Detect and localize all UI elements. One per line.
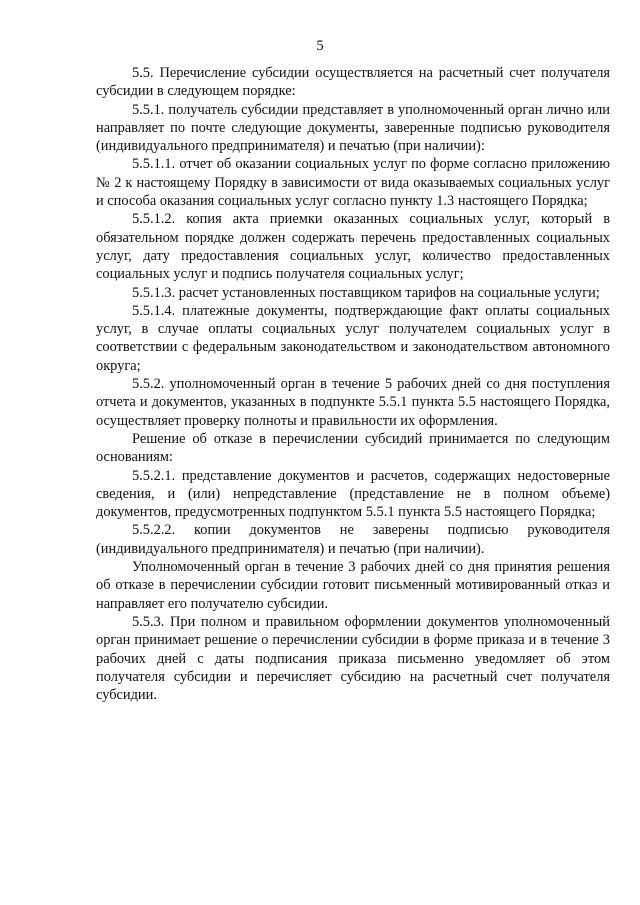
paragraph-5-5-1: 5.5.1. получатель субсидии представляет в уполномоченный орган лично или направляет по почте следующие документы, заверенные подписью руководителя (индивидуального предпринимателя) и печатью (при наличии): bbox=[96, 101, 610, 155]
paragraph-refusal-notice: Уполномоченный орган в течение 3 рабочих дней со дня принятия решения об отказе в перечислении субсидии готовит письменный мотивированный отказ и направляет его получателю субсидии. bbox=[96, 559, 610, 612]
paragraph-5-5: 5.5. Перечисление субсидии осуществляется на расчетный счет получателя субсидии в следующем порядке: bbox=[96, 65, 610, 100]
document-body bbox=[96, 64, 610, 704]
paragraph-5-5-1-3: 5.5.1.3. расчет установленных поставщиком тарифов на социальные услуги; bbox=[132, 284, 600, 301]
paragraph-5-5-2: 5.5.2. уполномоченный орган в течение 5 рабочих дней со дня поступления отчета и документов, указанных в подпункте 5.5.1 пункта 5.5 настоящего Порядка, осуществляет проверку полноты и правильности их оформления. bbox=[96, 376, 610, 429]
paragraph-refusal-grounds: Решение об отказе в перечислении субсидий принимается по следующим основаниям: bbox=[96, 430, 610, 466]
paragraph-5-5-2-1: 5.5.2.1. представление документов и расчетов, содержащих недостоверные сведения, и (или) непредставление (представление не в полном объеме) документов, предусмотренных подпунктом 5.5.1 пункта 5.5 настоящего Порядка; bbox=[96, 467, 610, 521]
paragraph-5-5-1-1: 5.5.1.1. отчет об оказании социальных услуг по форме согласно приложению № 2 к настоящему Порядку в зависимости от вида оказываемых социальных услуг и способа оказания социальных услуг согласно пункту 1.3 настоящего Порядка; bbox=[96, 156, 610, 210]
paragraph-5-5-2-2: 5.5.2.2. копии документов не заверены подписью руководителя (индивидуального предпринимателя) и печатью (при наличии). bbox=[96, 522, 610, 557]
paragraph-5-5-1-4: 5.5.1.4. платежные документы, подтверждающие факт оплаты социальных услуг, в случае оплаты социальных услуг получателем социальных услуг в соответствии с федеральным законодательством и законодательством автономного округа; bbox=[96, 302, 610, 374]
paragraph-5-5-3: 5.5.3. При полном и правильном оформлении документов уполномоченный орган принимает решение о перечислении субсидии в форме приказа и в течение 3 рабочих дней с даты подписания приказа письменно уведомляет об этом получателя субсидии и перечисляет субсидию на расчетный счет получателя субсидии. bbox=[96, 613, 610, 704]
paragraph-5-5-1-2: 5.5.1.2. копия акта приемки оказанных социальных услуг, который в обязательном порядке должен содержать перечень предоставленных социальных услуг, дату предоставления социальных услуг, количество предоставленных социальных услуг и подпись получателя социальных услуг; bbox=[96, 211, 610, 283]
page-number: 5 bbox=[316, 38, 324, 54]
